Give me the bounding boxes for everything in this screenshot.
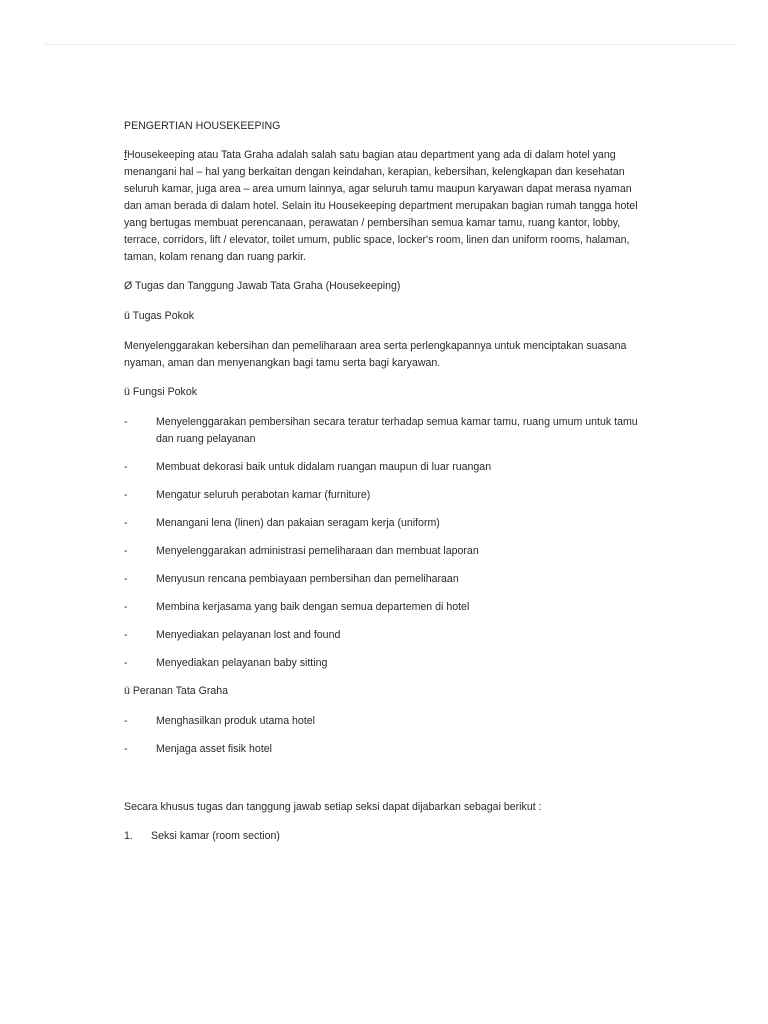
tugas-pokok-text: Menyelenggarakan kebersihan dan pemeliharaan area serta perlengkapannya untuk menciptakan suasana nyaman, aman dan menyenangkan bagi tamu serta bagi karyawan. (124, 340, 627, 369)
list-item: - Membina kerjasama yang baik dengan semua departemen di hotel (124, 599, 644, 616)
intro-mark: f (124, 149, 127, 161)
list-item: - Menyediakan pelayanan lost and found (124, 627, 644, 644)
list-item: - Mengatur seluruh perabotan kamar (furniture) (124, 487, 644, 504)
peranan-list (124, 713, 644, 758)
document-body (124, 118, 644, 857)
list-item: - Menjaga asset fisik hotel (124, 741, 644, 758)
fungsi-pokok-heading: ü Fungsi Pokok (124, 386, 198, 398)
dash-marker: - (124, 573, 128, 585)
page-top-divider (45, 44, 735, 45)
dash-marker: - (124, 489, 128, 501)
list-item: - Menangani lena (linen) dan pakaian seragam kerja (uniform) (124, 515, 644, 532)
intro-paragraph (124, 147, 644, 266)
dash-marker: - (124, 545, 128, 557)
dash-marker: - (124, 657, 128, 669)
dash-marker: - (124, 743, 128, 755)
list-item: - Menyusun rencana pembiayaan pembersihan dan pemeliharaan (124, 571, 644, 588)
list-item: - Menyelenggarakan pembersihan secara teratur terhadap semua kamar tamu, ruang umum untuk tamu dan ruang pelayanan (124, 416, 638, 445)
fungsi-pokok-list (124, 414, 644, 672)
item-number: 1. (124, 830, 133, 842)
list-item: - Menyelenggarakan administrasi pemeliharaan dan membuat laporan (124, 543, 644, 560)
item-text: Seksi kamar (room section) (151, 830, 280, 842)
dash-marker: - (124, 601, 128, 613)
list-item: - Membuat dekorasi baik untuk didalam ruangan maupun di luar ruangan (124, 459, 644, 476)
peranan-heading: ü Peranan Tata Graha (124, 685, 229, 697)
section-heading-tugas-tanggung-jawab: Ø Tugas dan Tanggung Jawab Tata Graha (Housekeeping) (124, 280, 401, 292)
numbered-item (124, 828, 644, 845)
dash-marker: - (124, 461, 128, 473)
tugas-pokok-heading: ü Tugas Pokok (124, 310, 195, 322)
document-title: PENGERTIAN HOUSEKEEPING (124, 120, 281, 132)
list-item: - Menyediakan pelayanan baby sitting (124, 655, 644, 672)
dash-marker: - (124, 715, 128, 727)
intro-text: Housekeeping atau Tata Graha adalah salah satu bagian atau department yang ada di dalam hotel yang menangani hal – hal yang berkaitan dengan keindahan, kerapian, kebersihan, kelengkapan dan kesehatan seluruh kamar, juga area – area umum lainnya, agar seluruh tamu maupun karyawan dapat merasa nyaman dan aman berada di dalam hotel. Selain itu Housekeeping department merupakan bagian rumah tangga hotel yang bertugas membuat perencanaan, perawatan / pembersihan semua kamar tamu, ruang kantor, lobby, terrace, corridors, lift / elevator, toilet umum, public space, locker's room, linen dan uniform rooms, halaman, taman, kolam renang dan ruang parkir. (124, 149, 638, 263)
list-item: - Menghasilkan produk utama hotel (124, 713, 644, 730)
dash-marker: - (124, 517, 128, 529)
closing-paragraph: Secara khusus tugas dan tanggung jawab setiap seksi dapat dijabarkan sebagai berikut : (124, 801, 542, 813)
dash-marker: - (124, 629, 128, 641)
dash-marker: - (124, 416, 128, 428)
